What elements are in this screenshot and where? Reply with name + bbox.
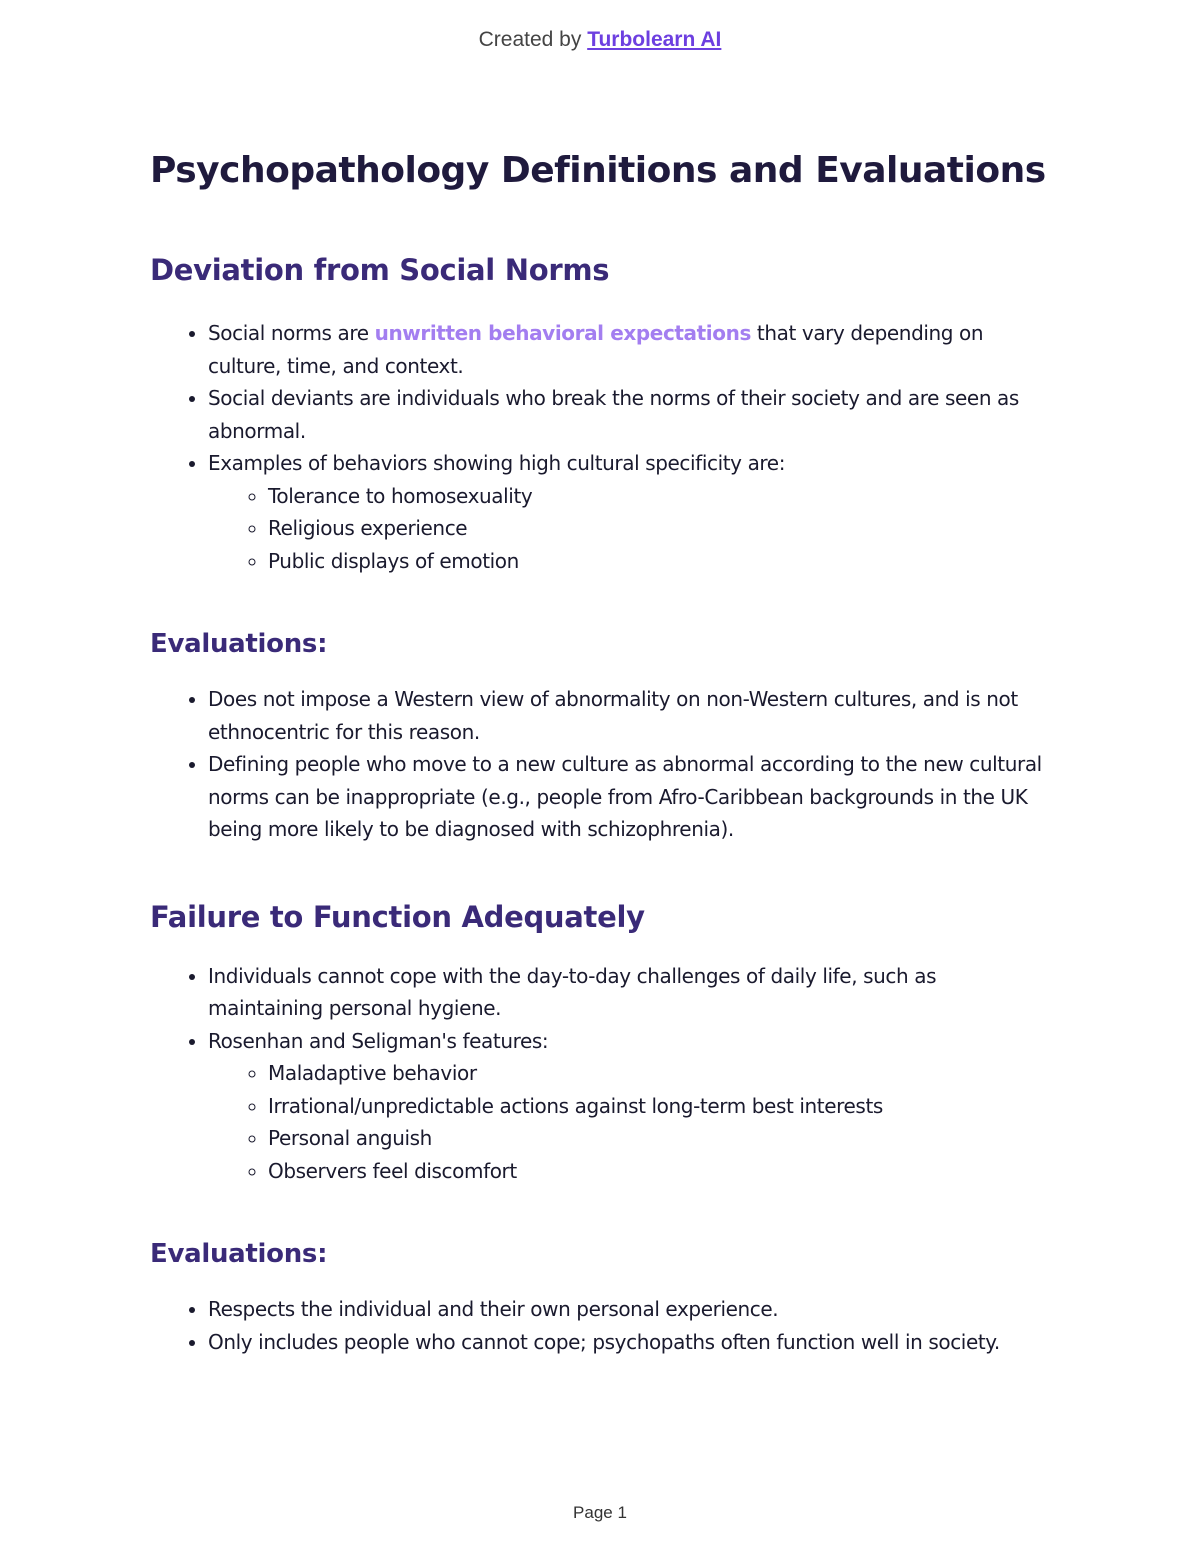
- sub-list-item: ◦ Irrational/unpredictable actions against long-term best interests: [268, 1090, 1050, 1123]
- sub-list-item: ◦ Personal anguish: [268, 1122, 1050, 1155]
- page-header: [0, 28, 1200, 52]
- list-item: • Social deviants are individuals who break the norms of their society and are seen as abnormal.: [208, 382, 1050, 447]
- sub-list-item: ◦ Observers feel discomfort: [268, 1155, 1050, 1188]
- document-content: [150, 150, 1050, 1358]
- evaluations-list-1: [150, 683, 1050, 846]
- sub-list: [208, 1057, 1050, 1187]
- social-norms-list: [150, 317, 1050, 577]
- failure-to-function-list: [150, 960, 1050, 1188]
- turbolearn-link[interactable]: Turbolearn AI: [587, 28, 722, 51]
- section-heading-social-norms: Deviation from Social Norms: [150, 253, 610, 287]
- list-item: • Social norms are unwritten behavioral expectations that vary depending on culture, time, and context.: [208, 317, 1050, 382]
- sub-list-item: ◦ Public displays of emotion: [268, 545, 1050, 578]
- sub-list-item: ◦ Religious experience: [268, 512, 1050, 545]
- evaluations-heading-1: Evaluations:: [150, 629, 328, 659]
- list-item: • Rosenhan and Seligman's features: ◦ Maladaptive behavior ◦ Irrational/unpredictable actions against long-term best interests ◦ Personal anguish ◦ Observers feel discomfort: [208, 1025, 1050, 1188]
- list-item: • Individuals cannot cope with the day-to-day challenges of daily life, such as maintaining personal hygiene.: [208, 960, 1050, 1025]
- list-item: • Defining people who move to a new culture as abnormal according to the new cultural norms can be inappropriate (e.g., people from Afro-Caribbean backgrounds in the UK being more likely to be diagnosed with schizophrenia).: [208, 748, 1050, 846]
- sub-list: [208, 480, 1050, 578]
- section-heading-failure-to-function: Failure to Function Adequately: [150, 899, 645, 934]
- evaluations-heading-2: Evaluations:: [150, 1239, 328, 1269]
- list-item: • Examples of behaviors showing high cultural specificity are: ◦ Tolerance to homosexuality ◦ Religious experience ◦ Public displays of emotion: [208, 447, 1050, 577]
- sub-list-item: ◦ Maladaptive behavior: [268, 1057, 1050, 1090]
- highlighted-term: unwritten behavioral expectations: [374, 321, 751, 345]
- list-item: • Respects the individual and their own personal experience.: [208, 1293, 1050, 1326]
- header-prefix: Created by: [478, 28, 588, 51]
- page-number: Page 1: [573, 1503, 627, 1522]
- page-title: Psychopathology Definitions and Evaluations: [150, 150, 1046, 191]
- sub-list-item: ◦ Tolerance to homosexuality: [268, 480, 1050, 513]
- list-item: • Does not impose a Western view of abnormality on non-Western cultures, and is not ethnocentric for this reason.: [208, 683, 1050, 748]
- list-item: • Only includes people who cannot cope; psychopaths often function well in society.: [208, 1326, 1050, 1359]
- page-footer: [0, 1503, 1200, 1523]
- evaluations-list-2: [150, 1293, 1050, 1358]
